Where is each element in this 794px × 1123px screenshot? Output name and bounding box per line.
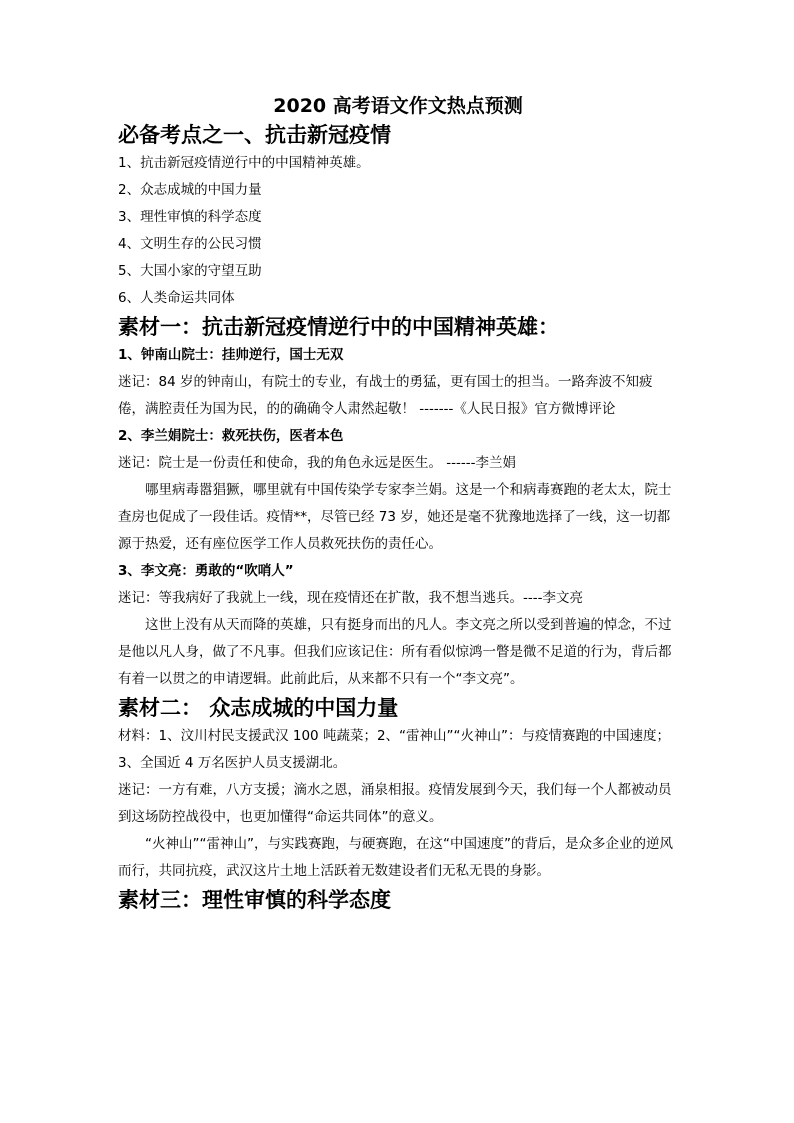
li-lanjuan-title: 2、李兰娟院士：救死扶伤，医者本色 <box>118 428 344 444</box>
section1-heading: 必备考点之一、抗击新冠疫情 <box>118 123 391 147</box>
section1-topic-list <box>118 150 678 312</box>
topic-item: 4、文明生存的公民习惯 <box>118 236 262 252</box>
zhong-nanshan-note: 迷记：84 岁的钟南山，有院士的专业，有战士的勇猛，更有国士的担当。一路奔波不知疲倦，满腔责任为国为民，的的确确令人肃然起敬！ -------《人民日报》官方微博评论 <box>118 374 653 417</box>
material2-material: 材料：1、汶川村民支援武汉 100 吨蔬菜；2、“雷神山”“火神山”：与疫情赛跑的中国速度；3、全国近 4 万名医护人员支援湖北。 <box>118 728 671 771</box>
topic-item: 3、理性审慎的科学态度 <box>118 209 262 225</box>
material2-note: 迷记：一方有难，八方支援；滴水之恩，涌泉相报。疫情发展到今天，我们每一个人都被动员到这场防控战役中，也更加懂得“命运共同体”的意义。 <box>118 782 672 825</box>
li-wenliang-body: 这世上没有从天而降的英雄，只有挺身而出的凡人。李文亮之所以受到普遍的悼念，不过是他以凡人身，做了不凡事。但我们应该记住：所有看似惊鸿一瞥是微不足道的行为，背后都有着一以贯之的申请逻辑。此前此后，从来都不只有一个“李文亮”。 <box>118 617 672 687</box>
li-lanjuan-body: 哪里病毒嚣猖獗，哪里就有中国传染学专家李兰娟。这是一个和病毒赛跑的老太太，院士查房也促成了一段佳话。疫情**，尽管已经 73 岁，她还是毫不犹豫地选择了一线，这一切都源于热爱，还有座位医学工作人员救死扶伤的责任心。 <box>118 482 672 552</box>
document-page <box>118 92 678 915</box>
topic-item: 6、人类命运共同体 <box>118 290 235 306</box>
zhong-nanshan-title: 1、钟南山院士：挂帅逆行，国士无双 <box>118 347 344 363</box>
document-title: 2020 高考语文作文热点预测 <box>273 95 523 117</box>
topic-item: 5、大国小家的守望互助 <box>118 263 262 279</box>
material1-heading: 素材一：抗击新冠疫情逆行中的中国精神英雄： <box>118 315 559 339</box>
material2-body: “火神山”“雷神山”，与实践赛跑，与硬赛跑，在这“中国速度”的背后，是众多企业的逆风而行，共同抗疫，武汉这片土地上活跃着无数建设者们无私无畏的身影。 <box>118 836 673 879</box>
material3-heading: 素材三：理性审慎的科学态度 <box>118 888 391 912</box>
topic-item: 1、抗击新冠疫情逆行中的中国精神英雄。 <box>118 155 370 171</box>
topic-item: 2、众志成城的中国力量 <box>118 182 262 198</box>
li-lanjuan-note: 迷记：院士是一份责任和使命，我的角色永远是医生。 ------李兰娟 <box>118 455 517 471</box>
material2-heading: 素材二： 众志成城的中国力量 <box>118 696 399 720</box>
li-wenliang-note: 迷记：等我病好了我就上一线，现在疫情还在扩散，我不想当逃兵。----李文亮 <box>118 590 583 606</box>
li-wenliang-title: 3、李文亮：勇敢的“吹哨人” <box>118 563 294 579</box>
